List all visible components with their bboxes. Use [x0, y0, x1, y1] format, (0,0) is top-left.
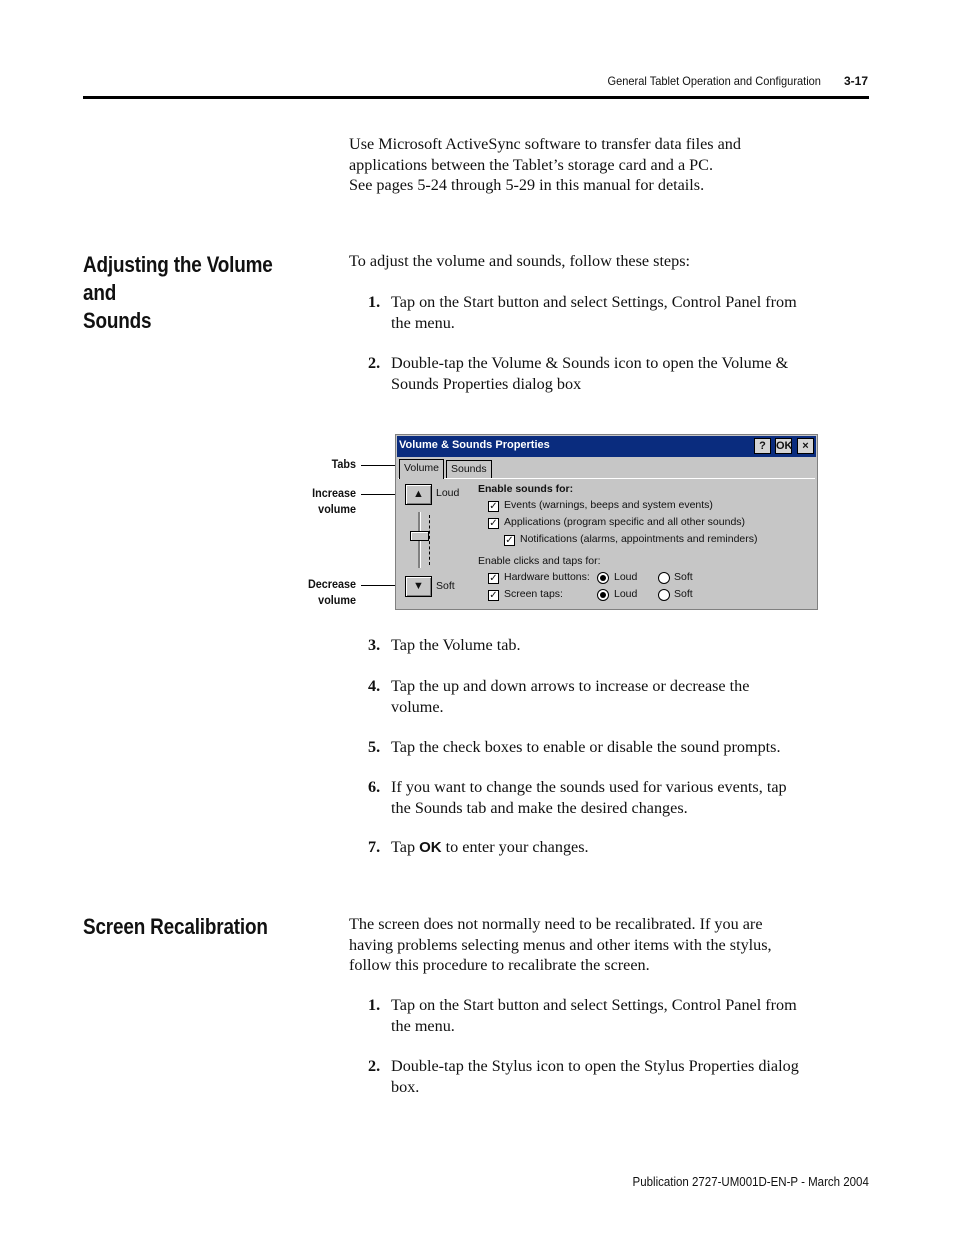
callout-line: Increase — [312, 486, 356, 500]
callout-increase-volume — [288, 485, 356, 517]
intro-line: Use Microsoft ActiveSync software to transfer data files and — [349, 135, 741, 153]
hardware-soft-label: Soft — [674, 571, 693, 583]
screen-taps-label: Screen taps: — [504, 588, 563, 600]
publication-footer: Publication 2727-UM001D-EN-P - March 2004 — [632, 1175, 869, 1189]
help-button[interactable]: ? — [754, 438, 771, 454]
step-number: 2. — [368, 354, 381, 372]
events-checkbox[interactable] — [488, 501, 499, 512]
volume-slider-ticks — [429, 515, 432, 565]
volume-intro: To adjust the volume and sounds, follow these steps: — [349, 252, 691, 270]
enable-sounds-heading: Enable sounds for: — [478, 483, 574, 495]
events-label: Events (warnings, beeps and system events) — [504, 499, 713, 511]
check-icon: ✓ — [489, 590, 498, 601]
recalibration-intro — [349, 914, 869, 976]
step-line: Tap the Volume tab. — [391, 636, 521, 654]
tab-volume[interactable]: Volume — [399, 459, 444, 479]
hardware-buttons-checkbox[interactable] — [488, 573, 499, 584]
applications-checkbox[interactable] — [488, 518, 499, 529]
dialog-titlebar — [397, 436, 816, 457]
hardware-loud-label: Loud — [614, 571, 638, 583]
check-icon: ✓ — [505, 535, 514, 546]
step-line: Tap the up and down arrows to increase or decrease the — [391, 677, 750, 695]
callout-line: volume — [318, 593, 356, 607]
step-text — [391, 737, 861, 758]
screen-taps-loud-radio[interactable] — [597, 589, 609, 601]
step-text — [391, 676, 861, 717]
step-text — [391, 292, 861, 333]
callout-decrease-volume — [288, 576, 356, 608]
step-line: If you want to change the sounds used for various events, tap — [391, 778, 787, 796]
intro-line: See pages 5-24 through 5-29 in this manual for details. — [349, 176, 705, 194]
step-line: volume. — [391, 697, 444, 716]
step-text-pre: Tap — [391, 838, 420, 856]
notifications-label: Notifications (alarms, appointments and reminders) — [520, 533, 758, 545]
hardware-soft-radio[interactable] — [658, 572, 670, 584]
intro-line: applications between the Tablet’s storage card and a PC. — [349, 155, 714, 174]
screen-taps-checkbox[interactable] — [488, 590, 499, 601]
step-line: Tap the check boxes to enable or disable the sound prompts. — [391, 738, 781, 756]
step-text — [391, 635, 861, 656]
notifications-checkbox[interactable] — [504, 535, 515, 546]
check-icon: ✓ — [489, 573, 498, 584]
step-text — [391, 353, 861, 394]
check-icon: ✓ — [489, 501, 498, 512]
close-icon: × — [802, 440, 809, 452]
intro-paragraph — [349, 134, 869, 196]
tab-sounds[interactable]: Sounds — [446, 460, 492, 478]
ok-button[interactable]: OK — [776, 440, 793, 452]
callout-line: volume — [318, 502, 356, 516]
step-line: Double-tap the Volume & Sounds icon to open the Volume & — [391, 354, 789, 372]
down-arrow-icon: ▼ — [413, 580, 424, 592]
enable-clicks-heading: Enable clicks and taps for: — [478, 555, 601, 567]
callout-line: Decrease — [307, 577, 356, 591]
step-number: 1. — [368, 996, 381, 1014]
soft-label: Soft — [436, 580, 455, 592]
volume-up-button[interactable] — [405, 484, 432, 505]
step-text — [391, 777, 861, 818]
step-line: box. — [391, 1077, 420, 1096]
running-header-title: General Tablet Operation and Configuration — [607, 74, 821, 88]
heading-line: Adjusting the Volume and — [83, 252, 273, 305]
step-line: the menu. — [391, 313, 455, 332]
close-button[interactable] — [797, 438, 814, 454]
intro-line: The screen does not normally need to be recalibrated. If you are — [349, 915, 763, 933]
step-number: 4. — [368, 677, 381, 695]
ok-keyword: OK — [419, 839, 442, 856]
loud-label: Loud — [436, 487, 460, 499]
page-number: 3-17 — [844, 74, 869, 88]
applications-label: Applications (program specific and all other sounds) — [504, 516, 746, 528]
screen-taps-soft-label: Soft — [674, 588, 693, 600]
step-text — [391, 995, 861, 1036]
step-line: the menu. — [391, 1016, 455, 1035]
step-line: Double-tap the Stylus icon to open the Stylus Properties dialog — [391, 1057, 799, 1075]
callout-leader — [361, 465, 395, 466]
volume-tab-panel — [398, 478, 815, 607]
step-line: Sounds Properties dialog box — [391, 374, 582, 393]
hardware-loud-radio[interactable] — [597, 572, 609, 584]
callout-tabs: Tabs — [331, 457, 356, 471]
hardware-buttons-label: Hardware buttons: — [504, 571, 590, 583]
section-heading-volume — [83, 251, 294, 335]
step-text-post: to enter your changes. — [441, 838, 589, 856]
intro-line: follow this procedure to recalibrate the screen. — [349, 956, 650, 974]
step-line: Tap on the Start button and select Settings, Control Panel from — [391, 996, 797, 1014]
step-number: 6. — [368, 778, 381, 796]
volume-down-button[interactable] — [405, 576, 432, 597]
step-number: 2. — [368, 1057, 381, 1075]
step-text — [391, 1056, 861, 1097]
heading-line: Sounds — [83, 308, 152, 333]
up-arrow-icon: ▲ — [413, 488, 424, 500]
step-number: 7. — [368, 838, 381, 856]
section-heading-recalibration: Screen Recalibration — [83, 914, 268, 939]
header-rule — [83, 96, 869, 99]
step-number: 3. — [368, 636, 381, 654]
volume-sounds-dialog — [395, 434, 818, 610]
step-line: Tap on the Start button and select Settings, Control Panel from — [391, 293, 797, 311]
check-icon: ✓ — [489, 518, 498, 529]
step-number: 1. — [368, 293, 381, 311]
dialog-title: Volume & Sounds Properties — [399, 439, 550, 451]
step-text — [391, 837, 861, 859]
step-line: the Sounds tab and make the desired changes. — [391, 798, 688, 817]
intro-line: having problems selecting menus and other items with the stylus, — [349, 935, 772, 954]
screen-taps-loud-label: Loud — [614, 588, 638, 600]
volume-slider-thumb[interactable] — [410, 531, 429, 541]
step-number: 5. — [368, 738, 381, 756]
screen-taps-soft-radio[interactable] — [658, 589, 670, 601]
